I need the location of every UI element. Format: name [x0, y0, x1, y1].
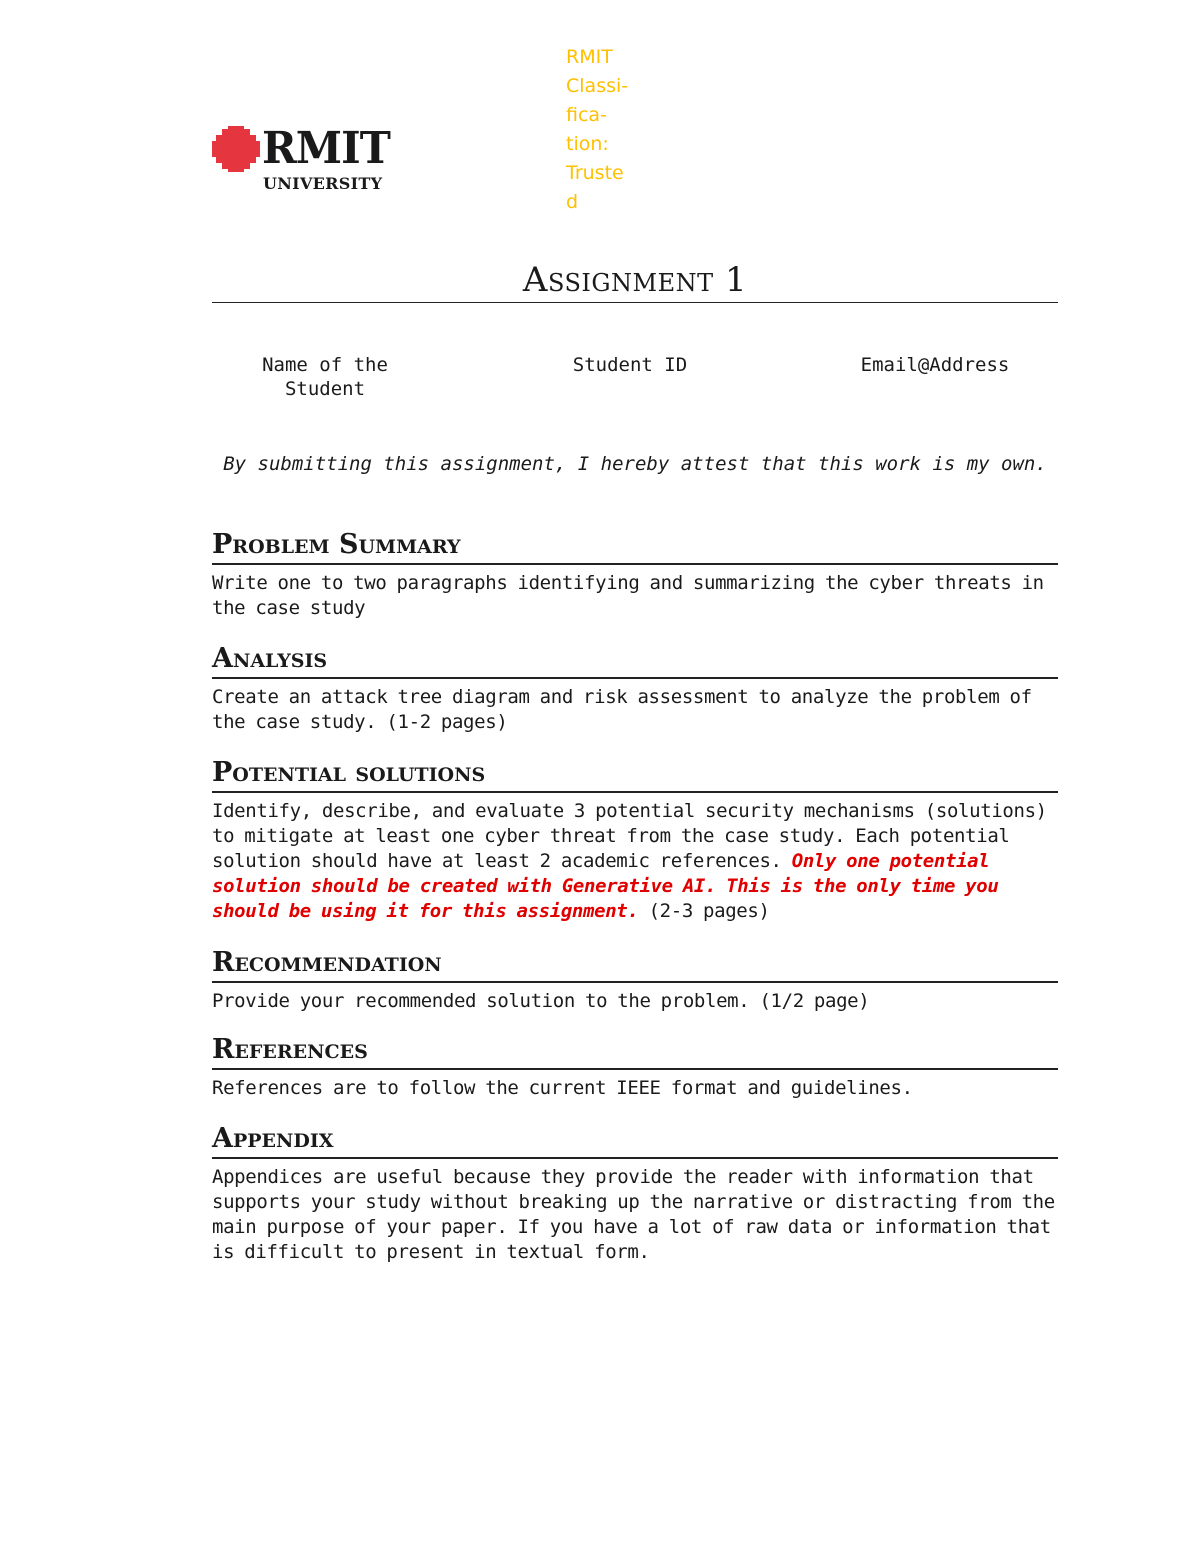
rmit-logo-subword: UNIVERSITY — [263, 174, 383, 193]
student-email-field: Email@Address — [860, 354, 1010, 376]
classification-line: RMIT — [566, 46, 613, 68]
section-body: Appendices are useful because they provide the reader with information that supports your study without breaking up the narrative or distracting from the main purpose of your paper. If you have a lot of raw data or information that is difficult to present in textual form. — [212, 1166, 1055, 1263]
section-body: Create an attack tree diagram and risk assessment to analyze the problem of the case study. (1-2 pages) — [212, 686, 1032, 733]
section-heading: Analysis — [212, 642, 1058, 679]
student-name-line1: Name of the — [262, 354, 388, 376]
section-references — [212, 1033, 1058, 1101]
title-rule — [212, 302, 1058, 303]
section-heading: References — [212, 1033, 1058, 1070]
rmit-pixel-mark-icon — [212, 126, 260, 172]
section-body: References are to follow the current IEEE format and guidelines. — [212, 1077, 913, 1099]
classification-line: Truste — [566, 162, 624, 184]
classification-line: fica- — [566, 104, 607, 126]
rmit-logo — [212, 123, 402, 196]
classification-line: tion: — [566, 133, 609, 155]
section-heading: Appendix — [212, 1122, 1058, 1159]
classification-line: d — [566, 191, 579, 213]
section-problem-summary — [212, 528, 1058, 621]
student-name-line2: Student — [284, 378, 366, 400]
generative-ai-note: Only one potential solution should be created with Generative AI. This is the only time you should be using it for this assignment. — [212, 850, 999, 922]
document-title: Assignment 1 — [522, 260, 748, 300]
student-name-field — [240, 353, 410, 401]
section-appendix — [212, 1122, 1058, 1265]
section-heading: Recommendation — [212, 946, 1058, 983]
section-body: Write one to two paragraphs identifying and summarizing the cyber threats in the case study — [212, 572, 1044, 619]
student-id-field: Student ID — [572, 354, 688, 376]
section-heading: Problem Summary — [212, 528, 1058, 565]
section-recommendation — [212, 946, 1058, 1014]
section-potential-solutions — [212, 756, 1058, 924]
rmit-logo-word: RMIT — [262, 123, 390, 174]
section-body: Provide your recommended solution to the problem. (1/2 page) — [212, 990, 870, 1012]
classification-line: Classi- — [566, 75, 629, 97]
attestation-statement: By submitting this assignment, I hereby attest that this work is my own. — [223, 453, 1047, 475]
classification-label — [566, 43, 636, 217]
page-estimate: (2-3 pages) — [648, 900, 770, 922]
section-body-text: Identify, describe, and evaluate 3 potential security mechanisms (solutions) to mitigate at least one cyber threat from the case study. Each potential solution should have at least 2 academic references. — [212, 800, 1047, 872]
section-heading: Potential solutions — [212, 756, 1058, 793]
section-analysis — [212, 642, 1058, 735]
section-body — [212, 799, 1058, 924]
